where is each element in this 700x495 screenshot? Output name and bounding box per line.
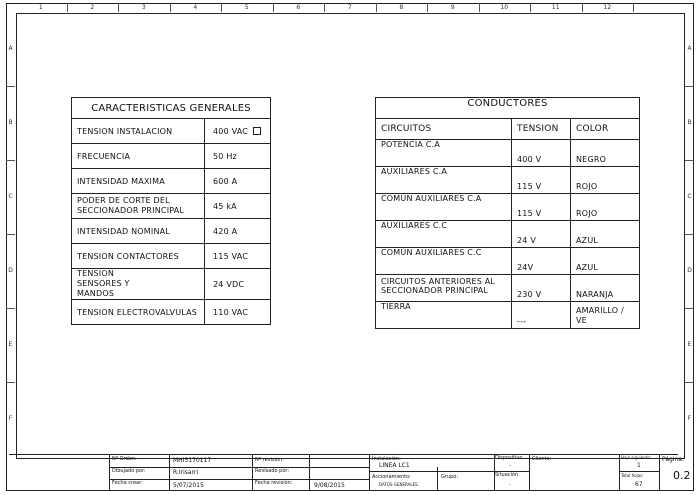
row-tick	[6, 382, 15, 383]
conductors-table	[375, 97, 640, 329]
column-label: 3	[141, 4, 146, 11]
voltage-cell: 24 V	[512, 221, 571, 248]
color-cell: AZUL	[571, 248, 640, 275]
row-label: INTENSIDAD NOMINAL	[72, 219, 205, 244]
row-value: 400 VAC	[213, 126, 249, 136]
row-label-E: E	[687, 341, 692, 348]
circuit-cell: AUXILIARES C.C	[376, 221, 512, 248]
circuit-cell: TIERRA	[376, 302, 512, 329]
column-label: 12	[603, 4, 612, 11]
situation-label: Situación	[495, 472, 519, 478]
column-label: 10	[500, 4, 509, 11]
voltage-cell: 115 V	[512, 167, 571, 194]
circuit-cell: CIRCUITOS ANTERIORES AL SECCIONADOR PRINCIPAL	[376, 275, 512, 302]
color-cell: AMARILLO / VE	[571, 302, 640, 329]
installation-label: Instalación:	[372, 456, 401, 462]
circuit-cell: AUXILIARES C.A	[376, 167, 512, 194]
table-row	[376, 302, 640, 329]
column-tick	[633, 3, 634, 12]
general-characteristics-table	[71, 97, 271, 325]
column-label: 2	[90, 4, 95, 11]
row-label-F: F	[687, 415, 692, 422]
column-label: 11	[551, 4, 560, 11]
actuator-label: Accionamiento:	[372, 474, 411, 480]
row-tick	[685, 234, 694, 235]
group-label: Grupo:	[441, 474, 459, 480]
row-value: 45 kA	[205, 194, 271, 219]
column-label: 4	[193, 4, 198, 11]
table-row	[72, 144, 271, 169]
table-row	[72, 169, 271, 194]
table-row	[72, 300, 271, 325]
order-value: MHI5170117	[173, 457, 212, 464]
page-label: Página:	[662, 456, 685, 463]
table-row	[72, 194, 271, 219]
row-label-F: F	[8, 415, 13, 422]
order-label: Nº Orden:	[112, 456, 137, 462]
header-voltage: TENSION	[512, 119, 571, 140]
row-label-D: D	[687, 267, 692, 274]
row-label-C: C	[8, 193, 13, 200]
conductors-table-title: CONDUCTORES	[376, 98, 640, 119]
voltage-cell: ---	[512, 302, 571, 329]
row-label-E: E	[8, 341, 13, 348]
row-tick	[685, 160, 694, 161]
table-row	[376, 140, 640, 167]
row-label-B: B	[8, 119, 13, 126]
row-label: PODER DE CORTE DEL SECCIONADOR PRINCIPAL	[72, 194, 205, 219]
row-tick	[685, 382, 694, 383]
row-value: 115 VAC	[205, 244, 271, 269]
revision-number-label: Nº revisión:	[255, 457, 284, 463]
row-label-A: A	[687, 45, 692, 52]
revision-date-label: Fecha revisión:	[255, 480, 293, 486]
column-label: 5	[244, 4, 249, 11]
row-tick	[6, 160, 15, 161]
row-label: TENSION CONTACTORES	[72, 244, 205, 269]
table-row	[376, 167, 640, 194]
table-row	[376, 221, 640, 248]
column-label: 8	[399, 4, 404, 11]
row-tick	[6, 86, 15, 87]
row-value: 420 A	[205, 219, 271, 244]
column-label: 9	[450, 4, 455, 11]
voltage-cell: 24V	[512, 248, 571, 275]
row-value: 110 VAC	[205, 300, 271, 325]
row-label: TENSION ELECTROVALVULAS	[72, 300, 205, 325]
color-cell: ROJO	[571, 167, 640, 194]
voltage-cell: 230 V	[512, 275, 571, 302]
row-tick	[6, 234, 15, 235]
checkbox-icon	[253, 127, 261, 135]
table-row	[376, 194, 640, 221]
total-sheets-label: Total hojas:	[621, 473, 644, 478]
column-label: 7	[347, 4, 352, 11]
actuator-value: DATOS GENERALES	[379, 482, 418, 487]
row-label: TENSION SENSORES Y MANDOS	[72, 269, 205, 300]
revision-date-value: 9/08/2015	[314, 482, 345, 489]
client-label: Cliente:	[532, 456, 552, 462]
color-cell: AZUL	[571, 221, 640, 248]
row-label-A: A	[8, 45, 13, 52]
situation-value: -	[509, 482, 511, 488]
circuit-cell: COMÚN AUXILIARES C.A	[376, 194, 512, 221]
row-tick	[6, 308, 15, 309]
title-block	[9, 454, 691, 491]
row-label-D: D	[8, 267, 13, 274]
drawn-value: R.Irisarri	[173, 469, 199, 476]
row-label: TENSION INSTALACION	[72, 119, 205, 144]
next-sheet-value: 1	[637, 462, 641, 469]
column-label: 6	[296, 4, 301, 11]
table-row	[72, 244, 271, 269]
row-value: 24 VDC	[205, 269, 271, 300]
drawn-label: Dibujado por:	[112, 468, 146, 474]
circuit-cell: POTENCIA C.A	[376, 140, 512, 167]
created-label: Fecha crear:	[112, 480, 143, 486]
header-circuit: CIRCUITOS	[376, 119, 512, 140]
row-label-C: C	[687, 193, 692, 200]
column-label: 1	[38, 4, 43, 11]
device-label: Dispositivo	[495, 455, 523, 461]
voltage-cell: 115 V	[512, 194, 571, 221]
table-row	[72, 269, 271, 300]
table-row	[376, 275, 640, 302]
header-color: COLOR	[571, 119, 640, 140]
row-tick	[685, 86, 694, 87]
table-row	[376, 248, 640, 275]
next-sheet-label: Hoja siguiente:	[621, 455, 652, 460]
row-label-B: B	[687, 119, 692, 126]
total-sheets-value: 67	[635, 481, 643, 488]
table-row	[72, 219, 271, 244]
row-label: INTENSIDAD MAXIMA	[72, 169, 205, 194]
created-value: 5/07/2015	[173, 482, 204, 489]
color-cell: ROJO	[571, 194, 640, 221]
circuit-cell: COMÚN AUXILIARES C.C	[376, 248, 512, 275]
color-cell: NARANJA	[571, 275, 640, 302]
page-value: 0.2	[673, 469, 691, 482]
general-table-title: CARACTERISTICAS GENERALES	[72, 98, 271, 119]
installation-value: LINEA LC1	[379, 462, 410, 469]
table-row	[72, 119, 271, 144]
row-value: 50 Hz	[205, 144, 271, 169]
revised-by-label: Revisado por:	[255, 468, 290, 474]
row-label: FRECUENCIA	[72, 144, 205, 169]
voltage-cell: 400 V	[512, 140, 571, 167]
row-value: 600 A	[205, 169, 271, 194]
color-cell: NEGRO	[571, 140, 640, 167]
row-tick	[685, 308, 694, 309]
device-value: -	[509, 463, 511, 469]
